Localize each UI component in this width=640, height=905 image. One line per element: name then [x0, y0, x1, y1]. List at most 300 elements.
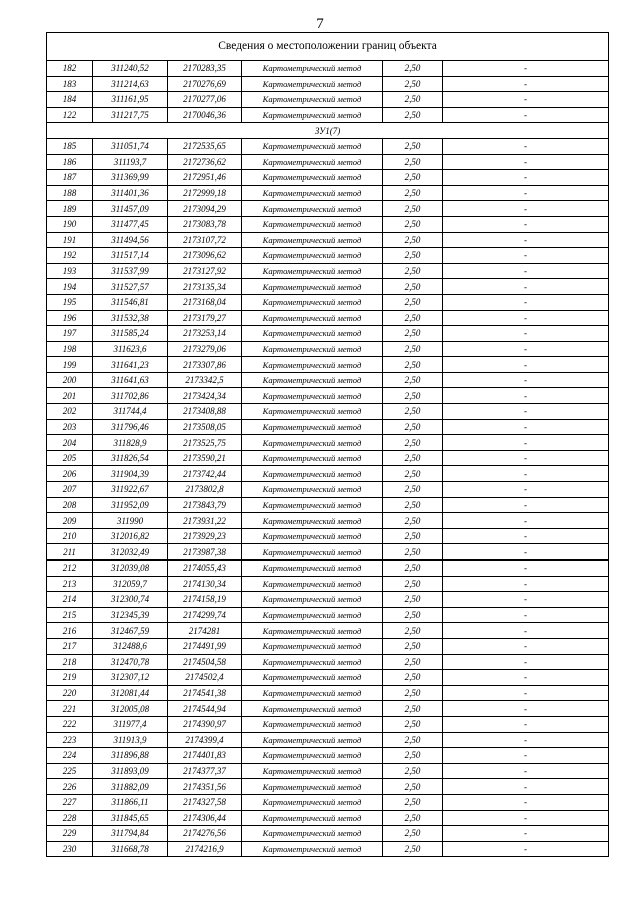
x-coordinate-cell: 311051,74	[93, 138, 168, 154]
point-number-cell: 198	[47, 341, 93, 357]
description-cell: -	[443, 248, 609, 264]
description-cell: -	[443, 638, 609, 654]
table-row	[47, 497, 609, 513]
y-coordinate-cell: 2174216,9	[168, 841, 242, 857]
y-coordinate-cell: 2172736,62	[168, 154, 242, 170]
method-cell: Картометрический метод	[242, 701, 383, 717]
method-cell: Картометрический метод	[242, 560, 383, 576]
point-number-cell: 221	[47, 701, 93, 717]
x-coordinate-cell: 311922,67	[93, 482, 168, 498]
table-row	[47, 576, 609, 592]
y-coordinate-cell: 2170276,69	[168, 76, 242, 92]
description-cell: -	[443, 623, 609, 639]
x-coordinate-cell: 312005,08	[93, 701, 168, 717]
method-cell: Картометрический метод	[242, 685, 383, 701]
method-cell: Картометрический метод	[242, 419, 383, 435]
x-coordinate-cell: 311517,14	[93, 248, 168, 264]
accuracy-cell: 2,50	[383, 841, 443, 857]
x-coordinate-cell: 312467,59	[93, 623, 168, 639]
method-cell: Картометрический метод	[242, 544, 383, 560]
accuracy-cell: 2,50	[383, 466, 443, 482]
accuracy-cell: 2,50	[383, 623, 443, 639]
x-coordinate-cell: 311641,23	[93, 357, 168, 373]
accuracy-cell: 2,50	[383, 170, 443, 186]
y-coordinate-cell: 2174281	[168, 623, 242, 639]
description-cell: -	[443, 732, 609, 748]
description-cell: -	[443, 154, 609, 170]
description-cell: -	[443, 779, 609, 795]
table-row	[47, 279, 609, 295]
point-number-cell: 219	[47, 670, 93, 686]
table-row	[47, 170, 609, 186]
table-row	[47, 248, 609, 264]
y-coordinate-cell: 2174541,38	[168, 685, 242, 701]
section-label: ЗУ1(7)	[47, 123, 609, 139]
table-row	[47, 435, 609, 451]
x-coordinate-cell: 311214,63	[93, 76, 168, 92]
point-number-cell: 183	[47, 76, 93, 92]
table-row	[47, 732, 609, 748]
table-row	[47, 107, 609, 123]
point-number-cell: 228	[47, 810, 93, 826]
description-cell: -	[443, 310, 609, 326]
table-row	[47, 466, 609, 482]
y-coordinate-cell: 2174377,37	[168, 763, 242, 779]
point-number-cell: 227	[47, 794, 93, 810]
description-cell: -	[443, 216, 609, 232]
x-coordinate-cell: 311794,84	[93, 826, 168, 842]
accuracy-cell: 2,50	[383, 716, 443, 732]
description-cell: -	[443, 341, 609, 357]
y-coordinate-cell: 2170277,06	[168, 92, 242, 108]
method-cell: Картометрический метод	[242, 638, 383, 654]
table-row	[47, 763, 609, 779]
table-row	[47, 326, 609, 342]
x-coordinate-cell: 311193,7	[93, 154, 168, 170]
accuracy-cell: 2,50	[383, 748, 443, 764]
table-row	[47, 263, 609, 279]
table-row	[47, 357, 609, 373]
x-coordinate-cell: 311796,46	[93, 419, 168, 435]
table-row	[47, 201, 609, 217]
table-title-row	[47, 33, 609, 61]
method-cell: Картометрический метод	[242, 482, 383, 498]
accuracy-cell: 2,50	[383, 794, 443, 810]
boundary-table-body	[47, 33, 609, 857]
y-coordinate-cell: 2174504,58	[168, 654, 242, 670]
y-coordinate-cell: 2170046,36	[168, 107, 242, 123]
point-number-cell: 218	[47, 654, 93, 670]
x-coordinate-cell: 311882,09	[93, 779, 168, 795]
y-coordinate-cell: 2173590,21	[168, 450, 242, 466]
x-coordinate-cell: 311977,4	[93, 716, 168, 732]
method-cell: Картометрический метод	[242, 497, 383, 513]
method-cell: Картометрический метод	[242, 592, 383, 608]
y-coordinate-cell: 2173253,14	[168, 326, 242, 342]
y-coordinate-cell: 2173307,86	[168, 357, 242, 373]
accuracy-cell: 2,50	[383, 76, 443, 92]
point-number-cell: 182	[47, 61, 93, 77]
accuracy-cell: 2,50	[383, 279, 443, 295]
point-number-cell: 196	[47, 310, 93, 326]
x-coordinate-cell: 311668,78	[93, 841, 168, 857]
description-cell: -	[443, 544, 609, 560]
method-cell: Картометрический метод	[242, 623, 383, 639]
method-cell: Картометрический метод	[242, 76, 383, 92]
y-coordinate-cell: 2174401,83	[168, 748, 242, 764]
method-cell: Картометрический метод	[242, 248, 383, 264]
method-cell: Картометрический метод	[242, 372, 383, 388]
method-cell: Картометрический метод	[242, 326, 383, 342]
point-number-cell: 226	[47, 779, 93, 795]
method-cell: Картометрический метод	[242, 61, 383, 77]
accuracy-cell: 2,50	[383, 497, 443, 513]
description-cell: -	[443, 138, 609, 154]
table-row	[47, 810, 609, 826]
x-coordinate-cell: 311702,86	[93, 388, 168, 404]
x-coordinate-cell: 311585,24	[93, 326, 168, 342]
point-number-cell: 213	[47, 576, 93, 592]
method-cell: Картометрический метод	[242, 450, 383, 466]
point-number-cell: 229	[47, 826, 93, 842]
x-coordinate-cell: 312059,7	[93, 576, 168, 592]
y-coordinate-cell: 2174351,56	[168, 779, 242, 795]
method-cell: Картометрический метод	[242, 763, 383, 779]
table-row	[47, 92, 609, 108]
description-cell: -	[443, 92, 609, 108]
table-row	[47, 232, 609, 248]
y-coordinate-cell: 2170283,35	[168, 61, 242, 77]
x-coordinate-cell: 311828,9	[93, 435, 168, 451]
x-coordinate-cell: 311217,75	[93, 107, 168, 123]
description-cell: -	[443, 185, 609, 201]
table-row	[47, 513, 609, 529]
table-row	[47, 216, 609, 232]
description-cell: -	[443, 232, 609, 248]
method-cell: Картометрический метод	[242, 388, 383, 404]
accuracy-cell: 2,50	[383, 528, 443, 544]
y-coordinate-cell: 2173929,23	[168, 528, 242, 544]
y-coordinate-cell: 2173168,04	[168, 294, 242, 310]
accuracy-cell: 2,50	[383, 341, 443, 357]
accuracy-cell: 2,50	[383, 419, 443, 435]
description-cell: -	[443, 592, 609, 608]
method-cell: Картометрический метод	[242, 841, 383, 857]
method-cell: Картометрический метод	[242, 341, 383, 357]
table-row	[47, 419, 609, 435]
table-row	[47, 841, 609, 857]
point-number-cell: 208	[47, 497, 93, 513]
point-number-cell: 211	[47, 544, 93, 560]
method-cell: Картометрический метод	[242, 732, 383, 748]
table-row	[47, 61, 609, 77]
method-cell: Картометрический метод	[242, 794, 383, 810]
y-coordinate-cell: 2174299,74	[168, 607, 242, 623]
y-coordinate-cell: 2173342,5	[168, 372, 242, 388]
y-coordinate-cell: 2173135,34	[168, 279, 242, 295]
x-coordinate-cell: 311546,81	[93, 294, 168, 310]
accuracy-cell: 2,50	[383, 248, 443, 264]
x-coordinate-cell: 311494,56	[93, 232, 168, 248]
y-coordinate-cell: 2173931,22	[168, 513, 242, 529]
point-number-cell: 185	[47, 138, 93, 154]
point-number-cell: 220	[47, 685, 93, 701]
method-cell: Картометрический метод	[242, 92, 383, 108]
y-coordinate-cell: 2173127,92	[168, 263, 242, 279]
accuracy-cell: 2,50	[383, 779, 443, 795]
y-coordinate-cell: 2172535,65	[168, 138, 242, 154]
point-number-cell: 207	[47, 482, 93, 498]
point-number-cell: 216	[47, 623, 93, 639]
description-cell: -	[443, 294, 609, 310]
y-coordinate-cell: 2174491,99	[168, 638, 242, 654]
method-cell: Картометрический метод	[242, 826, 383, 842]
method-cell: Картометрический метод	[242, 154, 383, 170]
point-number-cell: 199	[47, 357, 93, 373]
point-number-cell: 202	[47, 404, 93, 420]
description-cell: -	[443, 326, 609, 342]
method-cell: Картометрический метод	[242, 670, 383, 686]
x-coordinate-cell: 312032,49	[93, 544, 168, 560]
accuracy-cell: 2,50	[383, 732, 443, 748]
table-row	[47, 623, 609, 639]
description-cell: -	[443, 263, 609, 279]
y-coordinate-cell: 2174390,97	[168, 716, 242, 732]
point-number-cell: 200	[47, 372, 93, 388]
accuracy-cell: 2,50	[383, 388, 443, 404]
accuracy-cell: 2,50	[383, 513, 443, 529]
description-cell: -	[443, 404, 609, 420]
y-coordinate-cell: 2173096,62	[168, 248, 242, 264]
accuracy-cell: 2,50	[383, 107, 443, 123]
y-coordinate-cell: 2172951,46	[168, 170, 242, 186]
method-cell: Картометрический метод	[242, 263, 383, 279]
point-number-cell: 225	[47, 763, 93, 779]
accuracy-cell: 2,50	[383, 576, 443, 592]
method-cell: Картометрический метод	[242, 170, 383, 186]
x-coordinate-cell: 311532,38	[93, 310, 168, 326]
y-coordinate-cell: 2174327,58	[168, 794, 242, 810]
method-cell: Картометрический метод	[242, 607, 383, 623]
table-row	[47, 794, 609, 810]
x-coordinate-cell: 311913,9	[93, 732, 168, 748]
y-coordinate-cell: 2173742,44	[168, 466, 242, 482]
point-number-cell: 191	[47, 232, 93, 248]
y-coordinate-cell: 2172999,18	[168, 185, 242, 201]
y-coordinate-cell: 2174130,34	[168, 576, 242, 592]
point-number-cell: 206	[47, 466, 93, 482]
table-row	[47, 138, 609, 154]
accuracy-cell: 2,50	[383, 294, 443, 310]
accuracy-cell: 2,50	[383, 404, 443, 420]
x-coordinate-cell: 311641,63	[93, 372, 168, 388]
description-cell: -	[443, 716, 609, 732]
method-cell: Картометрический метод	[242, 107, 383, 123]
accuracy-cell: 2,50	[383, 482, 443, 498]
table-row	[47, 654, 609, 670]
x-coordinate-cell: 311537,99	[93, 263, 168, 279]
point-number-cell: 201	[47, 388, 93, 404]
accuracy-cell: 2,50	[383, 357, 443, 373]
table-row	[47, 528, 609, 544]
y-coordinate-cell: 2174158,19	[168, 592, 242, 608]
x-coordinate-cell: 311826,54	[93, 450, 168, 466]
accuracy-cell: 2,50	[383, 154, 443, 170]
table-row	[47, 544, 609, 560]
accuracy-cell: 2,50	[383, 326, 443, 342]
x-coordinate-cell: 311990	[93, 513, 168, 529]
table-row	[47, 607, 609, 623]
method-cell: Картометрический метод	[242, 201, 383, 217]
x-coordinate-cell: 312039,08	[93, 560, 168, 576]
method-cell: Картометрический метод	[242, 528, 383, 544]
description-cell: -	[443, 701, 609, 717]
description-cell: -	[443, 419, 609, 435]
description-cell: -	[443, 170, 609, 186]
x-coordinate-cell: 311893,09	[93, 763, 168, 779]
accuracy-cell: 2,50	[383, 435, 443, 451]
table-row	[47, 372, 609, 388]
description-cell: -	[443, 685, 609, 701]
description-cell: -	[443, 810, 609, 826]
accuracy-cell: 2,50	[383, 592, 443, 608]
y-coordinate-cell: 2174399,4	[168, 732, 242, 748]
table-row	[47, 404, 609, 420]
table-title: Сведения о местоположении границ объекта	[47, 33, 609, 61]
description-cell: -	[443, 357, 609, 373]
method-cell: Картометрический метод	[242, 310, 383, 326]
table-row	[47, 779, 609, 795]
point-number-cell: 217	[47, 638, 93, 654]
description-cell: -	[443, 435, 609, 451]
method-cell: Картометрический метод	[242, 466, 383, 482]
y-coordinate-cell: 2173843,79	[168, 497, 242, 513]
x-coordinate-cell: 312300,74	[93, 592, 168, 608]
point-number-cell: 122	[47, 107, 93, 123]
accuracy-cell: 2,50	[383, 685, 443, 701]
point-number-cell: 187	[47, 170, 93, 186]
table-row	[47, 716, 609, 732]
table-row	[47, 592, 609, 608]
accuracy-cell: 2,50	[383, 670, 443, 686]
y-coordinate-cell: 2174502,4	[168, 670, 242, 686]
point-number-cell: 212	[47, 560, 93, 576]
method-cell: Картометрический метод	[242, 779, 383, 795]
x-coordinate-cell: 311845,65	[93, 810, 168, 826]
point-number-cell: 209	[47, 513, 93, 529]
y-coordinate-cell: 2173408,88	[168, 404, 242, 420]
method-cell: Картометрический метод	[242, 279, 383, 295]
table-row	[47, 670, 609, 686]
y-coordinate-cell: 2173107,72	[168, 232, 242, 248]
description-cell: -	[443, 670, 609, 686]
point-number-cell: 193	[47, 263, 93, 279]
y-coordinate-cell: 2174276,56	[168, 826, 242, 842]
point-number-cell: 205	[47, 450, 93, 466]
x-coordinate-cell: 312016,82	[93, 528, 168, 544]
point-number-cell: 222	[47, 716, 93, 732]
y-coordinate-cell: 2173802,8	[168, 482, 242, 498]
description-cell: -	[443, 201, 609, 217]
accuracy-cell: 2,50	[383, 560, 443, 576]
boundary-table	[46, 32, 609, 857]
accuracy-cell: 2,50	[383, 638, 443, 654]
y-coordinate-cell: 2173508,05	[168, 419, 242, 435]
point-number-cell: 203	[47, 419, 93, 435]
point-number-cell: 215	[47, 607, 93, 623]
table-row	[47, 685, 609, 701]
table-row	[47, 310, 609, 326]
method-cell: Картометрический метод	[242, 513, 383, 529]
section-row	[47, 123, 609, 139]
accuracy-cell: 2,50	[383, 826, 443, 842]
y-coordinate-cell: 2173987,38	[168, 544, 242, 560]
method-cell: Картометрический метод	[242, 185, 383, 201]
accuracy-cell: 2,50	[383, 185, 443, 201]
point-number-cell: 194	[47, 279, 93, 295]
accuracy-cell: 2,50	[383, 372, 443, 388]
description-cell: -	[443, 466, 609, 482]
point-number-cell: 186	[47, 154, 93, 170]
description-cell: -	[443, 513, 609, 529]
table-row	[47, 638, 609, 654]
description-cell: -	[443, 482, 609, 498]
point-number-cell: 224	[47, 748, 93, 764]
method-cell: Картометрический метод	[242, 138, 383, 154]
method-cell: Картометрический метод	[242, 576, 383, 592]
accuracy-cell: 2,50	[383, 810, 443, 826]
description-cell: -	[443, 654, 609, 670]
description-cell: -	[443, 748, 609, 764]
point-number-cell: 195	[47, 294, 93, 310]
point-number-cell: 214	[47, 592, 93, 608]
accuracy-cell: 2,50	[383, 216, 443, 232]
x-coordinate-cell: 311527,57	[93, 279, 168, 295]
point-number-cell: 189	[47, 201, 93, 217]
description-cell: -	[443, 576, 609, 592]
description-cell: -	[443, 841, 609, 857]
y-coordinate-cell: 2174055,43	[168, 560, 242, 576]
description-cell: -	[443, 826, 609, 842]
x-coordinate-cell: 311240,52	[93, 61, 168, 77]
x-coordinate-cell: 311866,11	[93, 794, 168, 810]
table-row	[47, 294, 609, 310]
x-coordinate-cell: 312345,39	[93, 607, 168, 623]
y-coordinate-cell: 2173424,34	[168, 388, 242, 404]
description-cell: -	[443, 497, 609, 513]
accuracy-cell: 2,50	[383, 232, 443, 248]
x-coordinate-cell: 312488,6	[93, 638, 168, 654]
x-coordinate-cell: 311477,45	[93, 216, 168, 232]
method-cell: Картометрический метод	[242, 654, 383, 670]
description-cell: -	[443, 76, 609, 92]
accuracy-cell: 2,50	[383, 607, 443, 623]
y-coordinate-cell: 2173179,27	[168, 310, 242, 326]
table-row	[47, 341, 609, 357]
page-number: 7	[316, 16, 324, 32]
accuracy-cell: 2,50	[383, 701, 443, 717]
description-cell: -	[443, 279, 609, 295]
y-coordinate-cell: 2173083,78	[168, 216, 242, 232]
method-cell: Картометрический метод	[242, 232, 383, 248]
method-cell: Картометрический метод	[242, 357, 383, 373]
x-coordinate-cell: 311952,09	[93, 497, 168, 513]
y-coordinate-cell: 2173279,06	[168, 341, 242, 357]
x-coordinate-cell: 311904,39	[93, 466, 168, 482]
y-coordinate-cell: 2174544,94	[168, 701, 242, 717]
x-coordinate-cell: 312307,12	[93, 670, 168, 686]
method-cell: Картометрический метод	[242, 216, 383, 232]
